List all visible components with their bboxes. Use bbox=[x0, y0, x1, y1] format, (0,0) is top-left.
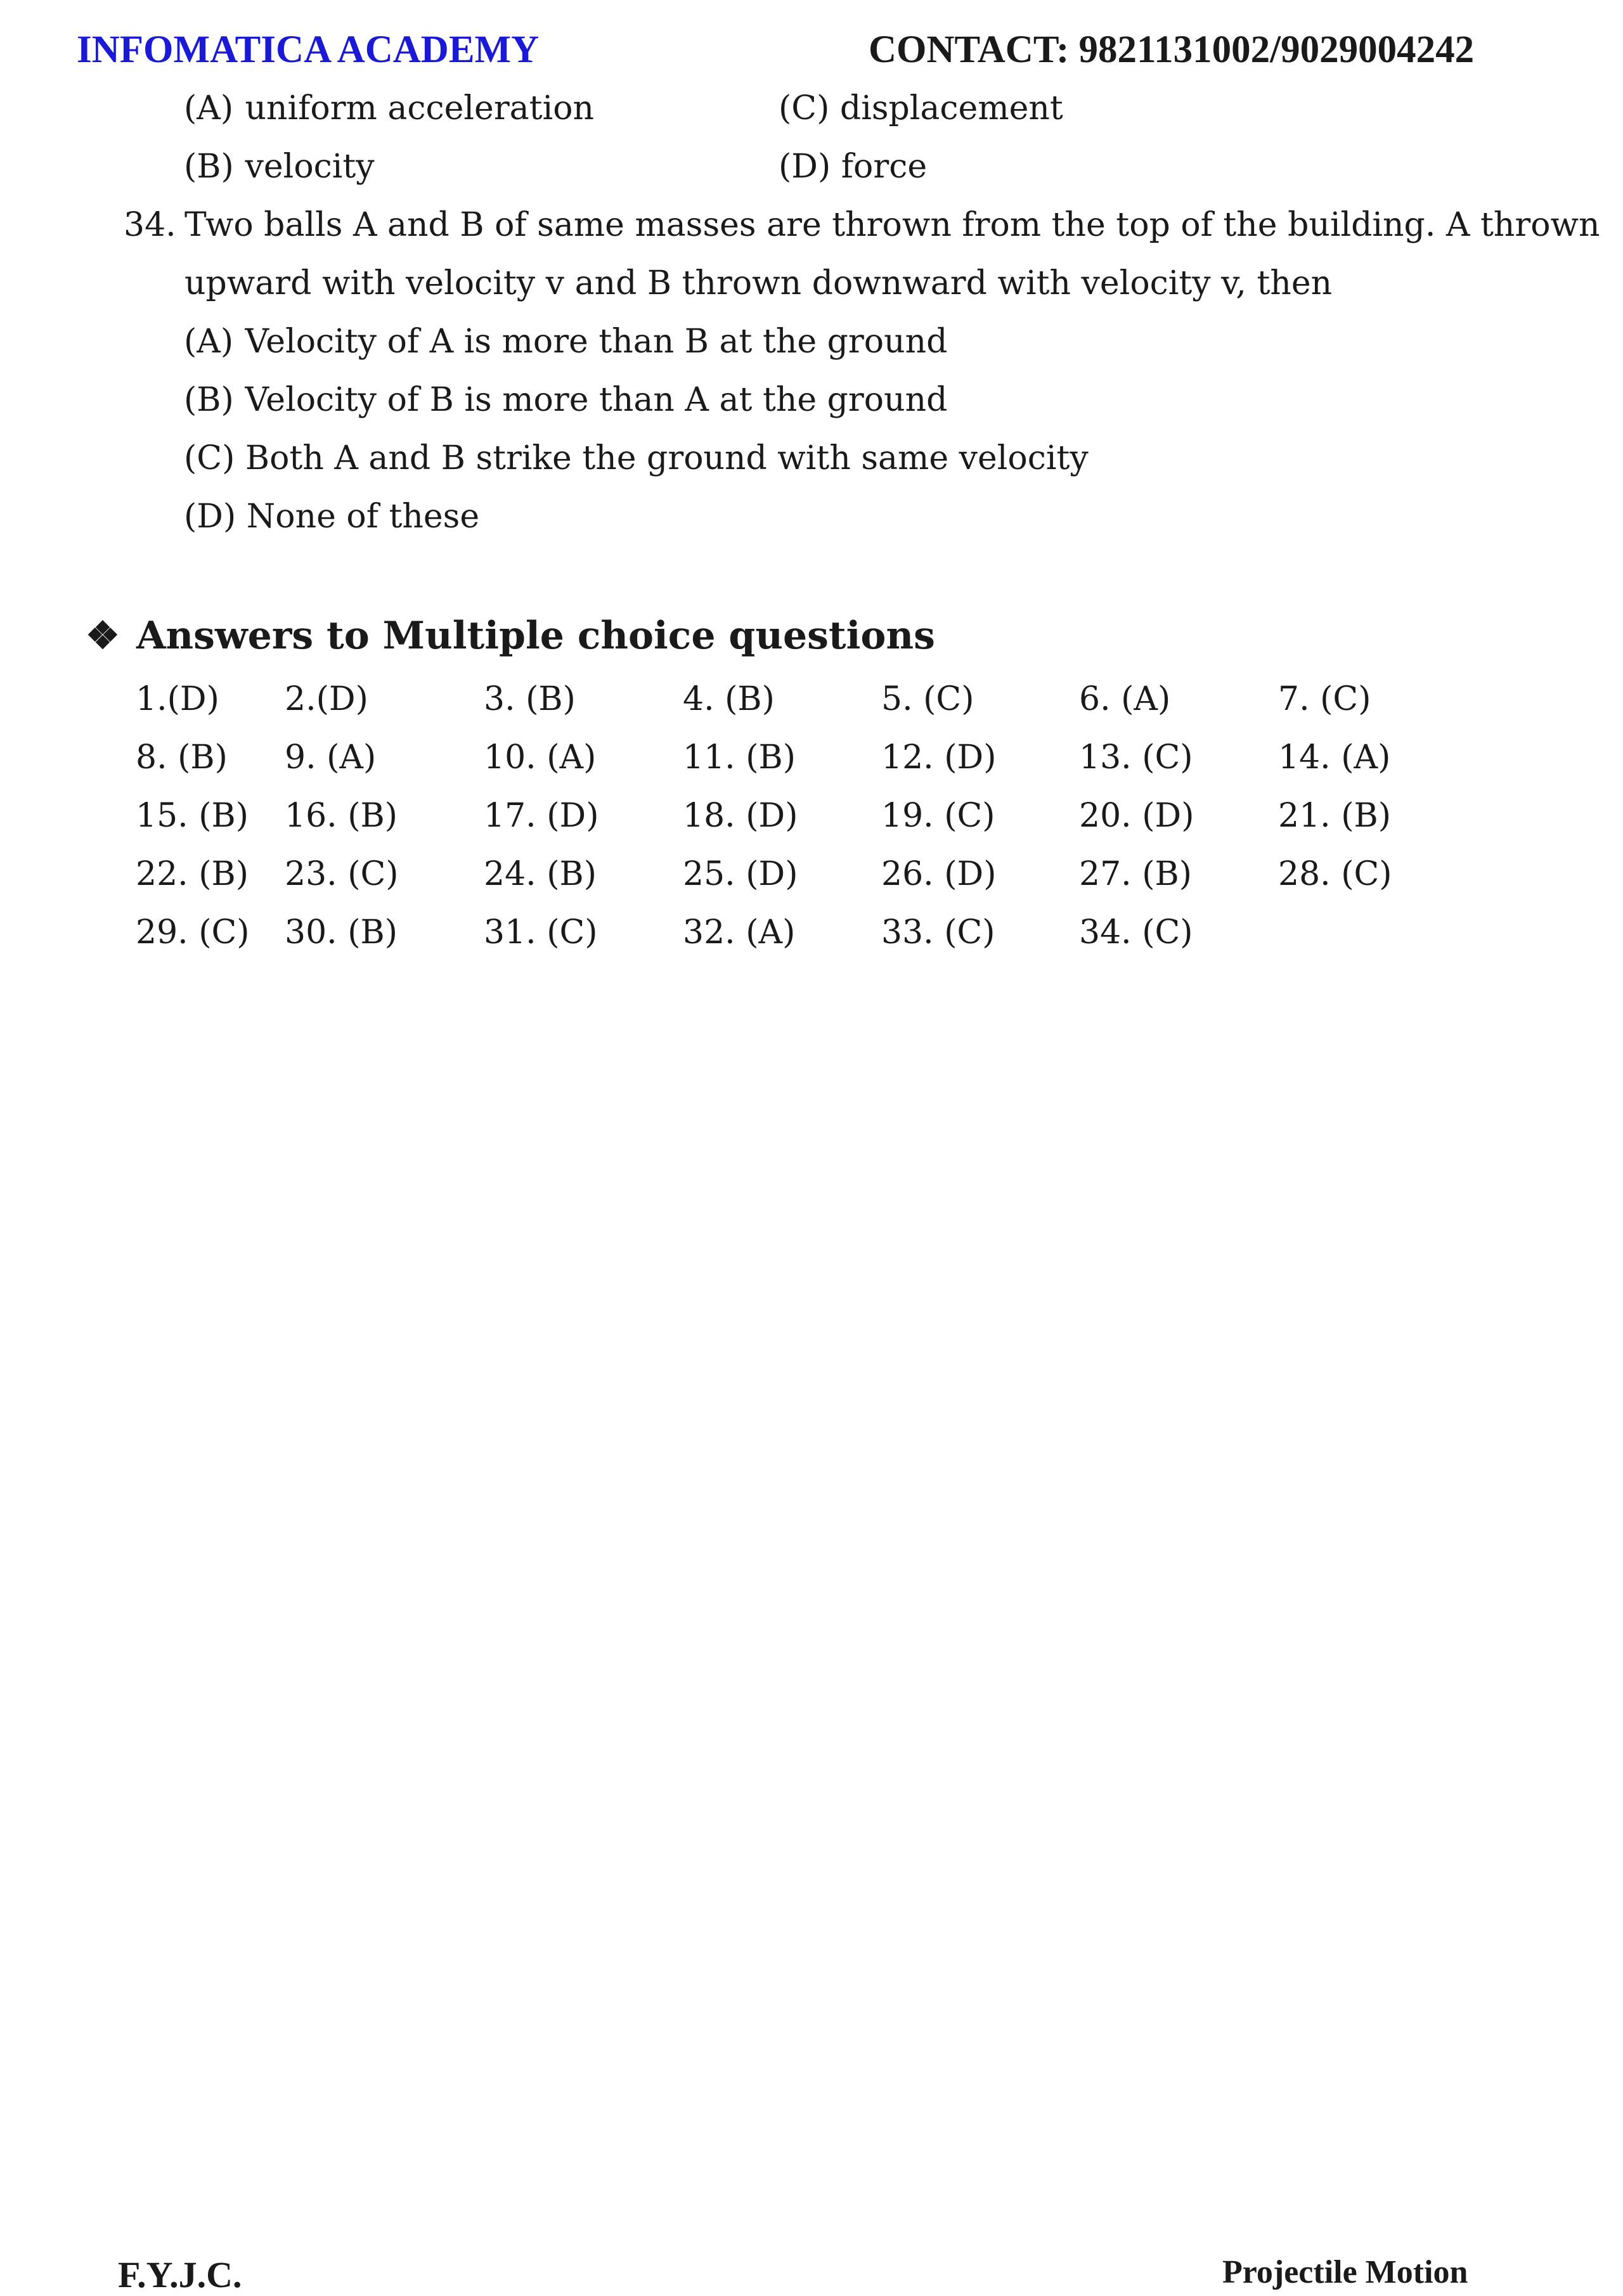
q34-option-c bbox=[184, 439, 1089, 477]
answer-item: 14. (A) bbox=[1278, 738, 1391, 777]
diamond-bullet-icon: ❖ bbox=[86, 614, 120, 658]
answer-item: 4. (B) bbox=[683, 680, 775, 718]
answer-item: 9. (A) bbox=[285, 738, 377, 777]
answer-item: 24. (B) bbox=[484, 855, 597, 893]
option-text: displacement bbox=[839, 89, 1063, 127]
academy-name: INFOMATICA ACADEMY bbox=[77, 29, 540, 71]
option-letter: (D) bbox=[779, 148, 831, 186]
q33-option-b bbox=[184, 148, 375, 186]
option-text: Both A and B strike the ground with same velocity bbox=[245, 439, 1089, 477]
answer-item: 18. (D) bbox=[683, 797, 798, 835]
answer-item: 20. (D) bbox=[1079, 797, 1194, 835]
option-letter: (A) bbox=[184, 323, 234, 361]
answers-title: Answers to Multiple choice questions bbox=[136, 614, 935, 658]
answer-item: 26. (D) bbox=[881, 855, 997, 893]
option-text: uniform acceleration bbox=[245, 89, 594, 127]
q33-option-c bbox=[779, 89, 1063, 127]
option-text: velocity bbox=[245, 148, 375, 186]
option-text: Velocity of A is more than B at the ground bbox=[245, 323, 948, 361]
option-letter: (B) bbox=[184, 148, 234, 186]
answer-item: 31. (C) bbox=[484, 913, 598, 951]
q34-stem-line1 bbox=[124, 206, 1600, 244]
q34-option-b bbox=[184, 381, 948, 419]
footer-class: F.Y.J.C. bbox=[118, 2254, 242, 2295]
q33-option-d bbox=[779, 148, 928, 186]
answer-item: 22. (B) bbox=[136, 855, 249, 893]
option-letter: (B) bbox=[184, 381, 234, 419]
answer-item: 28. (C) bbox=[1278, 855, 1392, 893]
answer-item: 17. (D) bbox=[484, 797, 599, 835]
answer-item: 34. (C) bbox=[1079, 913, 1193, 951]
answer-item: 27. (B) bbox=[1079, 855, 1193, 893]
answer-item: 2.(D) bbox=[285, 680, 368, 718]
answer-item: 11. (B) bbox=[683, 738, 796, 777]
option-letter: (C) bbox=[184, 439, 235, 477]
option-text: Velocity of B is more than A at the ground bbox=[245, 381, 948, 419]
answer-item: 15. (B) bbox=[136, 797, 249, 835]
option-letter: (C) bbox=[779, 89, 830, 127]
answer-item: 3. (B) bbox=[484, 680, 576, 718]
question-text: Two balls A and B of same masses are thrown from the top of the building. A thrown bbox=[184, 206, 1600, 244]
option-text: None of these bbox=[246, 498, 480, 536]
question-number: 34. bbox=[124, 206, 176, 244]
answer-item: 32. (A) bbox=[683, 913, 796, 951]
q34-option-d bbox=[184, 498, 480, 536]
answer-item: 6. (A) bbox=[1079, 680, 1171, 718]
answer-item: 16. (B) bbox=[285, 797, 398, 835]
answer-item: 30. (B) bbox=[285, 913, 398, 951]
q33-option-a bbox=[184, 89, 594, 127]
answer-item: 8. (B) bbox=[136, 738, 228, 777]
q34-stem-line2: upward with velocity v and B thrown downward with velocity v, then bbox=[184, 264, 1333, 302]
answer-item: 12. (D) bbox=[881, 738, 997, 777]
answer-item: 7. (C) bbox=[1278, 680, 1371, 718]
footer-chapter: Projectile Motion bbox=[1222, 2254, 1468, 2290]
answer-item: 10. (A) bbox=[484, 738, 597, 777]
q34-option-a bbox=[184, 323, 948, 361]
answer-item: 5. (C) bbox=[881, 680, 974, 718]
answer-item: 1.(D) bbox=[136, 680, 219, 718]
answer-item: 21. (B) bbox=[1278, 797, 1392, 835]
answer-item: 25. (D) bbox=[683, 855, 798, 893]
answer-item: 33. (C) bbox=[881, 913, 995, 951]
answer-item: 13. (C) bbox=[1079, 738, 1193, 777]
option-text: force bbox=[841, 148, 928, 186]
option-letter: (A) bbox=[184, 89, 234, 127]
answer-item: 29. (C) bbox=[136, 913, 250, 951]
contact-info: CONTACT: 9821131002/9029004242 bbox=[869, 29, 1475, 71]
answer-item: 19. (C) bbox=[881, 797, 995, 835]
answers-heading bbox=[86, 614, 935, 658]
option-letter: (D) bbox=[184, 498, 236, 536]
answer-item: 23. (C) bbox=[285, 855, 399, 893]
